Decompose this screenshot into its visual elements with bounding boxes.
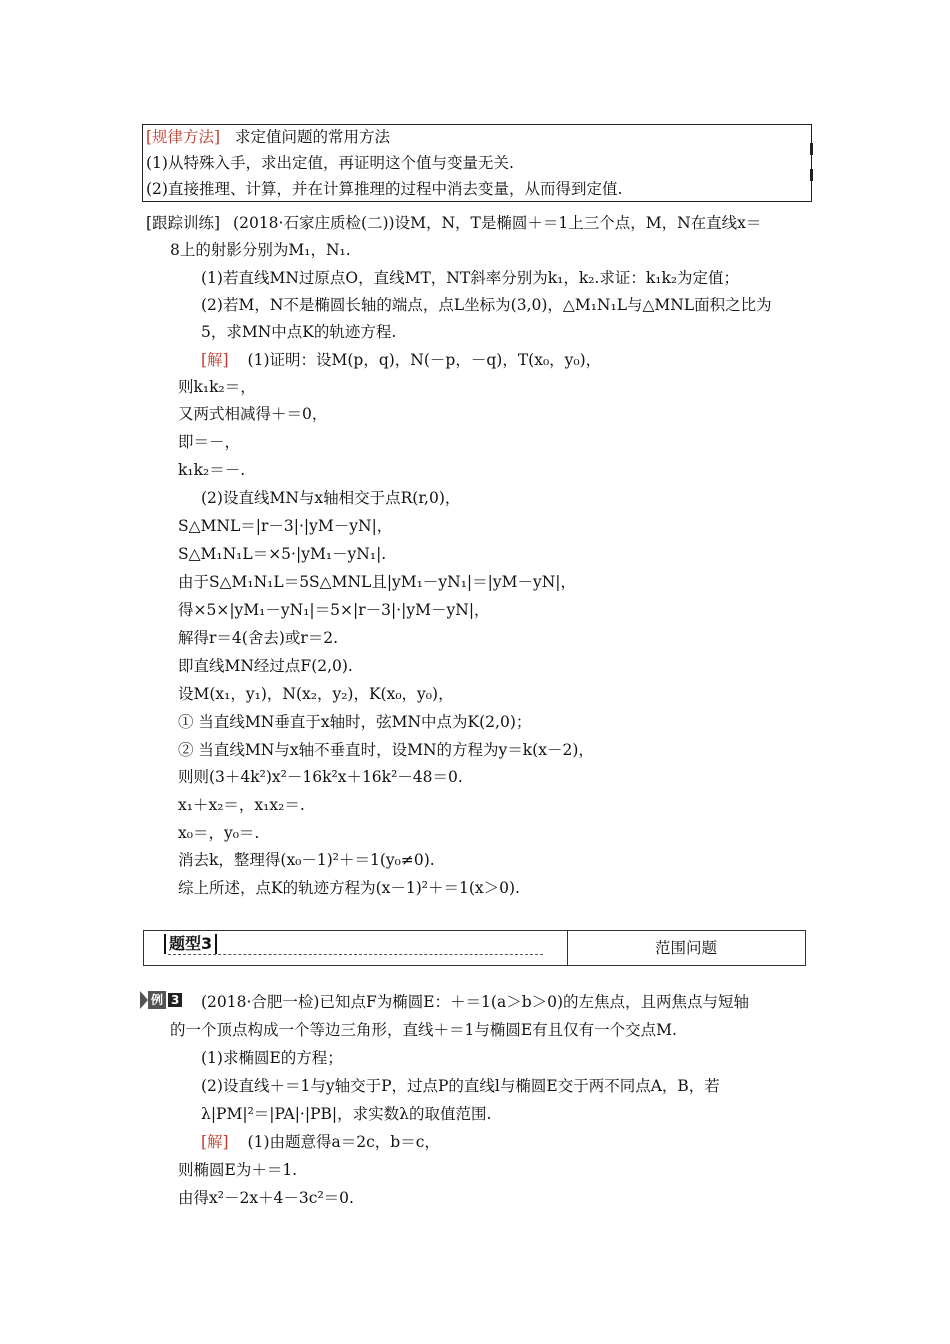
- training-intro-line2: 8上的射影分别为M₁，N₁.: [170, 241, 351, 259]
- solution-line: 由于S△M₁N₁L＝5S△MNL且|yM₁－yN₁|＝|yM－yN|，: [178, 573, 577, 591]
- dashed-rule: [168, 954, 543, 955]
- method-item-1: (1)从特殊入手，求出定值，再证明这个值与变量无关.: [146, 154, 514, 172]
- solution-line: 则k₁k₂＝，: [178, 378, 256, 396]
- training-intro-line1: (2018·石家庄质检(二))设M，N，T是椭圆＋＝1上三个点，M，N在直线x＝: [233, 214, 762, 232]
- solution-line: x₁＋x₂＝，x₁x₂＝.: [178, 796, 305, 814]
- method-title: 求定值问题的常用方法: [235, 128, 391, 146]
- example-tag: 例: [148, 991, 166, 1009]
- method-box-header: [146, 127, 390, 147]
- box-edge-mark: [810, 143, 813, 155]
- solution-line: 由得x²－2x＋4－3c²＝0.: [178, 1189, 354, 1207]
- training-intro: [146, 213, 761, 233]
- type-topic: 范围问题: [654, 939, 717, 957]
- example-line1: (2018·合肥一检)已知点F为椭圆E：＋＝1(a＞b＞0)的左焦点，且两焦点与短轴: [201, 993, 750, 1011]
- training-solution-first: [201, 350, 601, 370]
- example-solution-first: [201, 1132, 440, 1152]
- training-q1: (1)若直线MN过原点O，直线MT，NT斜率分别为k₁，k₂.求证：k₁k₂为定值；: [201, 269, 740, 287]
- method-item-2: (2)直接推理、计算，并在计算推理的过程中消去变量，从而得到定值.: [146, 180, 623, 198]
- solution-line: 又两式相减得＋＝0，: [178, 405, 328, 423]
- solution-line: 即＝－，: [178, 433, 241, 451]
- solution-line: S△M₁N₁L＝×5·|yM₁－yN₁|.: [178, 545, 387, 563]
- solution-line: 消去k，整理得(x₀－1)²＋＝1(y₀≠0).: [178, 851, 435, 869]
- solution-line: 即直线MN经过点F(2,0).: [178, 657, 353, 675]
- solution-line: x₀＝，y₀＝.: [178, 824, 260, 842]
- solution-line: (1)由题意得a＝2c，b＝c，: [247, 1133, 440, 1151]
- solution-line: ① 当直线MN垂直于x轴时，弦MN中点为K(2,0)；: [178, 713, 532, 731]
- solution-tag: [解]: [201, 351, 229, 369]
- solution-line: 则椭圆E为＋＝1.: [178, 1161, 298, 1179]
- training-q2-line1: (2)若M，N不是椭圆长轴的端点，点L坐标为(3,0)，△M₁N₁L与△MNL面积之比为: [201, 296, 772, 314]
- solution-line: 综上所述，点K的轨迹方程为(x－1)²＋＝1(x＞0).: [178, 879, 520, 897]
- example-q2-line2: λ|PM|²＝|PA|·|PB|，求实数λ的取值范围.: [201, 1105, 492, 1123]
- method-tag: [规律方法]: [146, 128, 221, 146]
- example-line2: 的一个顶点构成一个等边三角形，直线＋＝1与椭圆E有且仅有一个交点M.: [170, 1021, 677, 1039]
- training-q2-line2: 5，求MN中点K的轨迹方程.: [201, 323, 397, 341]
- example-number: 3: [168, 993, 182, 1007]
- type-label: 题型3: [164, 934, 217, 954]
- type-section-header: [143, 930, 806, 966]
- solution-line: S△MNL＝|r－3|·|yM－yN|，: [178, 517, 393, 535]
- solution-line: 则则(3＋4k²)x²－16k²x＋16k²－48＝0.: [178, 768, 463, 786]
- example-q1: (1)求椭圆E的方程；: [201, 1049, 343, 1067]
- badge-arrow-icon: [140, 991, 148, 1009]
- example-q2-line1: (2)设直线＋＝1与y轴交于P，过点P的直线l与椭圆E交于两不同点A，B，若: [201, 1077, 720, 1095]
- solution-line: ② 当直线MN与x轴不垂直时，设MN的方程为y＝k(x－2)，: [178, 741, 594, 759]
- solution-line: 得×5×|yM₁－yN₁|＝5×|r－3|·|yM－yN|，: [178, 601, 490, 619]
- training-tag: [跟踪训练]: [146, 214, 221, 232]
- box-edge-mark: [810, 169, 813, 181]
- solution-line: k₁k₂＝－.: [178, 461, 246, 479]
- solution-line: (2)设直线MN与x轴相交于点R(r,0)，: [201, 489, 461, 507]
- solution-line: (1)证明：设M(p，q)，N(－p，－q)，T(x₀，y₀)，: [247, 351, 602, 369]
- example-badge: [140, 991, 182, 1009]
- solution-tag: [解]: [201, 1133, 229, 1151]
- solution-line: 解得r＝4(舍去)或r＝2.: [178, 629, 339, 647]
- solution-line: 设M(x₁，y₁)，N(x₂，y₂)，K(x₀，y₀)，: [178, 685, 454, 703]
